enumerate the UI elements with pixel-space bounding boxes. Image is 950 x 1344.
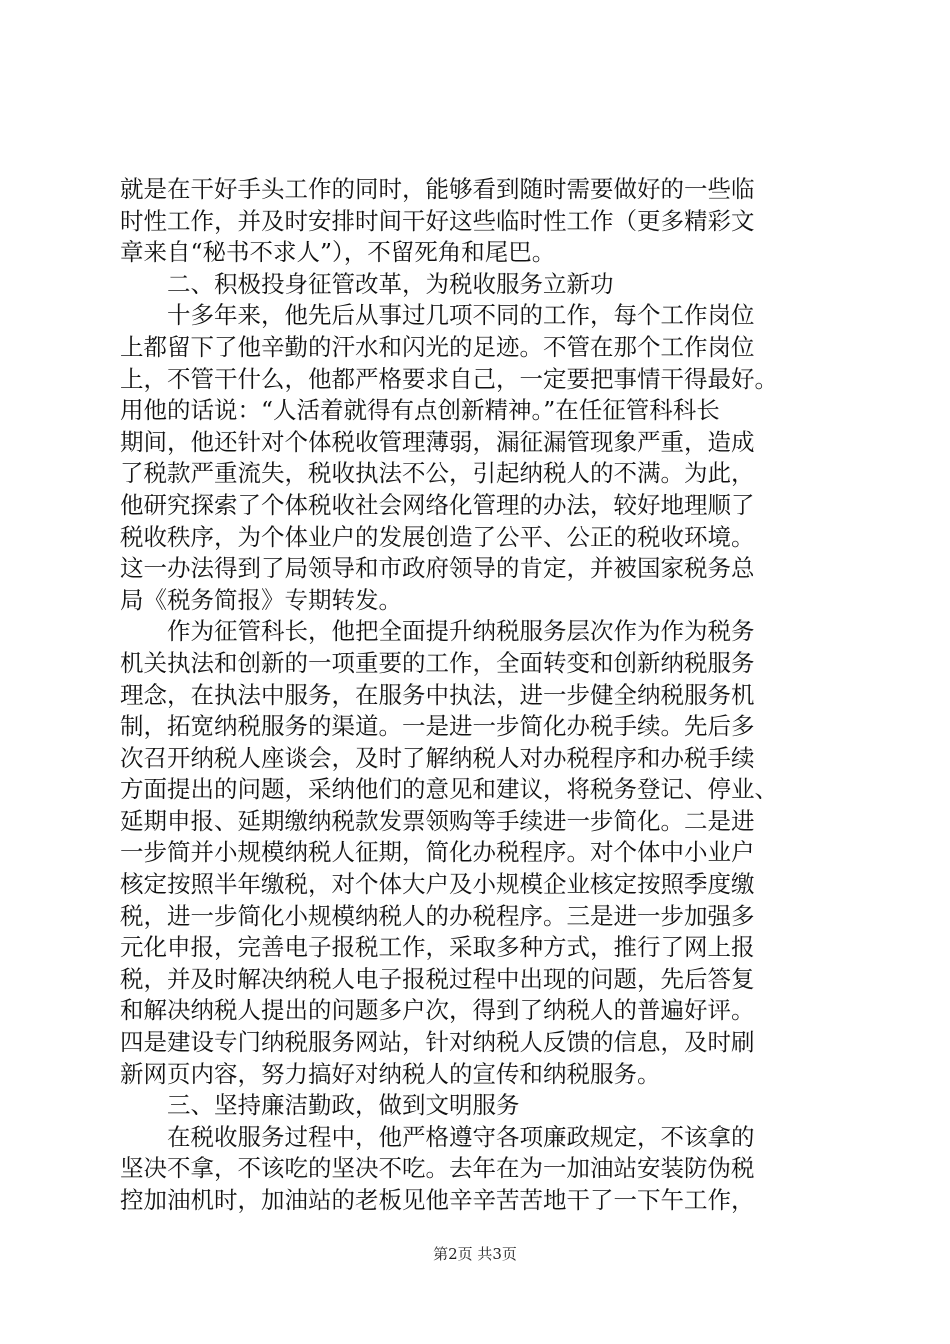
text-line: 作为征管科长，他把全面提升纳税服务层次作为作为税务 bbox=[120, 617, 755, 646]
text-line: 理念，在执法中服务，在服务中执法，进一步健全纳税服务机 bbox=[120, 680, 755, 709]
text-line: 用他的话说：“人活着就得有点创新精神。”在任征管科科长 bbox=[120, 396, 720, 425]
text-line: 延期申报、延期缴纳税款发票领购等手续进一步简化。二是进 bbox=[120, 806, 755, 835]
text-line: 一步简并小规模纳税人征期，简化办税程序。对个体中小业户 bbox=[120, 838, 755, 867]
text-line: 时性工作，并及时安排时间干好这些临时性工作（更多精彩文 bbox=[120, 206, 755, 235]
text-line: 核定按照半年缴税，对个体大户及小规模企业核定按照季度缴 bbox=[120, 870, 755, 899]
text-line: 坚决不拿，不该吃的坚决不吃。去年在为一加油站安装防伪税 bbox=[120, 1154, 755, 1183]
text-line: 章来自“秘书不求人”），不留死角和尾巴。 bbox=[120, 238, 556, 267]
text-line: 局《税务简报》专期转发。 bbox=[120, 585, 402, 614]
text-line: 次召开纳税人座谈会，及时了解纳税人对办税程序和办税手续 bbox=[120, 743, 755, 772]
text-line: 税收秩序，为个体业户的发展创造了公平、公正的税收环境。 bbox=[120, 522, 755, 551]
text-line: 税，并及时解决纳税人电子报税过程中出现的问题，先后答复 bbox=[120, 964, 755, 993]
text-line: 他研究探索了个体税收社会网络化管理的办法，较好地理顺了 bbox=[120, 490, 755, 519]
page-number: 第2页 共3页 bbox=[433, 1245, 517, 1263]
text-line: 新网页内容，努力搞好对纳税人的宣传和纳税服务。 bbox=[120, 1059, 661, 1088]
text-line: 元化申报，完善电子报税工作，采取多种方式，推行了网上报 bbox=[120, 933, 755, 962]
section-heading-2: 二、积极投身征管改革，为税收服务立新功 bbox=[120, 269, 614, 298]
text-line: 在税收服务过程中，他严格遵守各项廉政规定，不该拿的 bbox=[120, 1122, 755, 1151]
text-line: 和解决纳税人提出的问题多户次，得到了纳税人的普遍好评。 bbox=[120, 996, 755, 1025]
body-text bbox=[120, 174, 850, 1217]
section-heading-3: 三、坚持廉洁勤政，做到文明服务 bbox=[120, 1091, 520, 1120]
text-line: 期间，他还针对个体税收管理薄弱，漏征漏管现象严重，造成 bbox=[120, 427, 755, 456]
text-line: 制，拓宽纳税服务的渠道。一是进一步简化办税手续。先后多 bbox=[120, 712, 755, 741]
text-line: 税，进一步简化小规模纳税人的办税程序。三是进一步加强多 bbox=[120, 901, 755, 930]
text-line: 四是建设专门纳税服务网站，针对纳税人反馈的信息，及时刷 bbox=[120, 1028, 755, 1057]
page-footer bbox=[0, 1243, 950, 1264]
text-line: 机关执法和创新的一项重要的工作，全面转变和创新纳税服务 bbox=[120, 648, 755, 677]
text-line: 上都留下了他辛勤的汗水和闪光的足迹。不管在那个工作岗位 bbox=[120, 332, 755, 361]
text-line: 这一办法得到了局领导和市政府领导的肯定，并被国家税务总 bbox=[120, 554, 755, 583]
text-line: 了税款严重流失，税收执法不公，引起纳税人的不满。为此， bbox=[120, 459, 755, 488]
text-line: 控加油机时，加油站的老板见他辛辛苦苦地干了一下午工作， bbox=[120, 1186, 755, 1214]
text-line: 上，不管干什么，他都严格要求自己，一定要把事情干得最好。 bbox=[120, 364, 778, 393]
text-line: 十多年来，他先后从事过几项不同的工作，每个工作岗位 bbox=[120, 301, 755, 330]
text-line: 就是在干好手头工作的同时，能够看到随时需要做好的一些临 bbox=[120, 175, 755, 203]
text-line: 方面提出的问题，采纳他们的意见和建议，将税务登记、停业、 bbox=[120, 775, 778, 804]
